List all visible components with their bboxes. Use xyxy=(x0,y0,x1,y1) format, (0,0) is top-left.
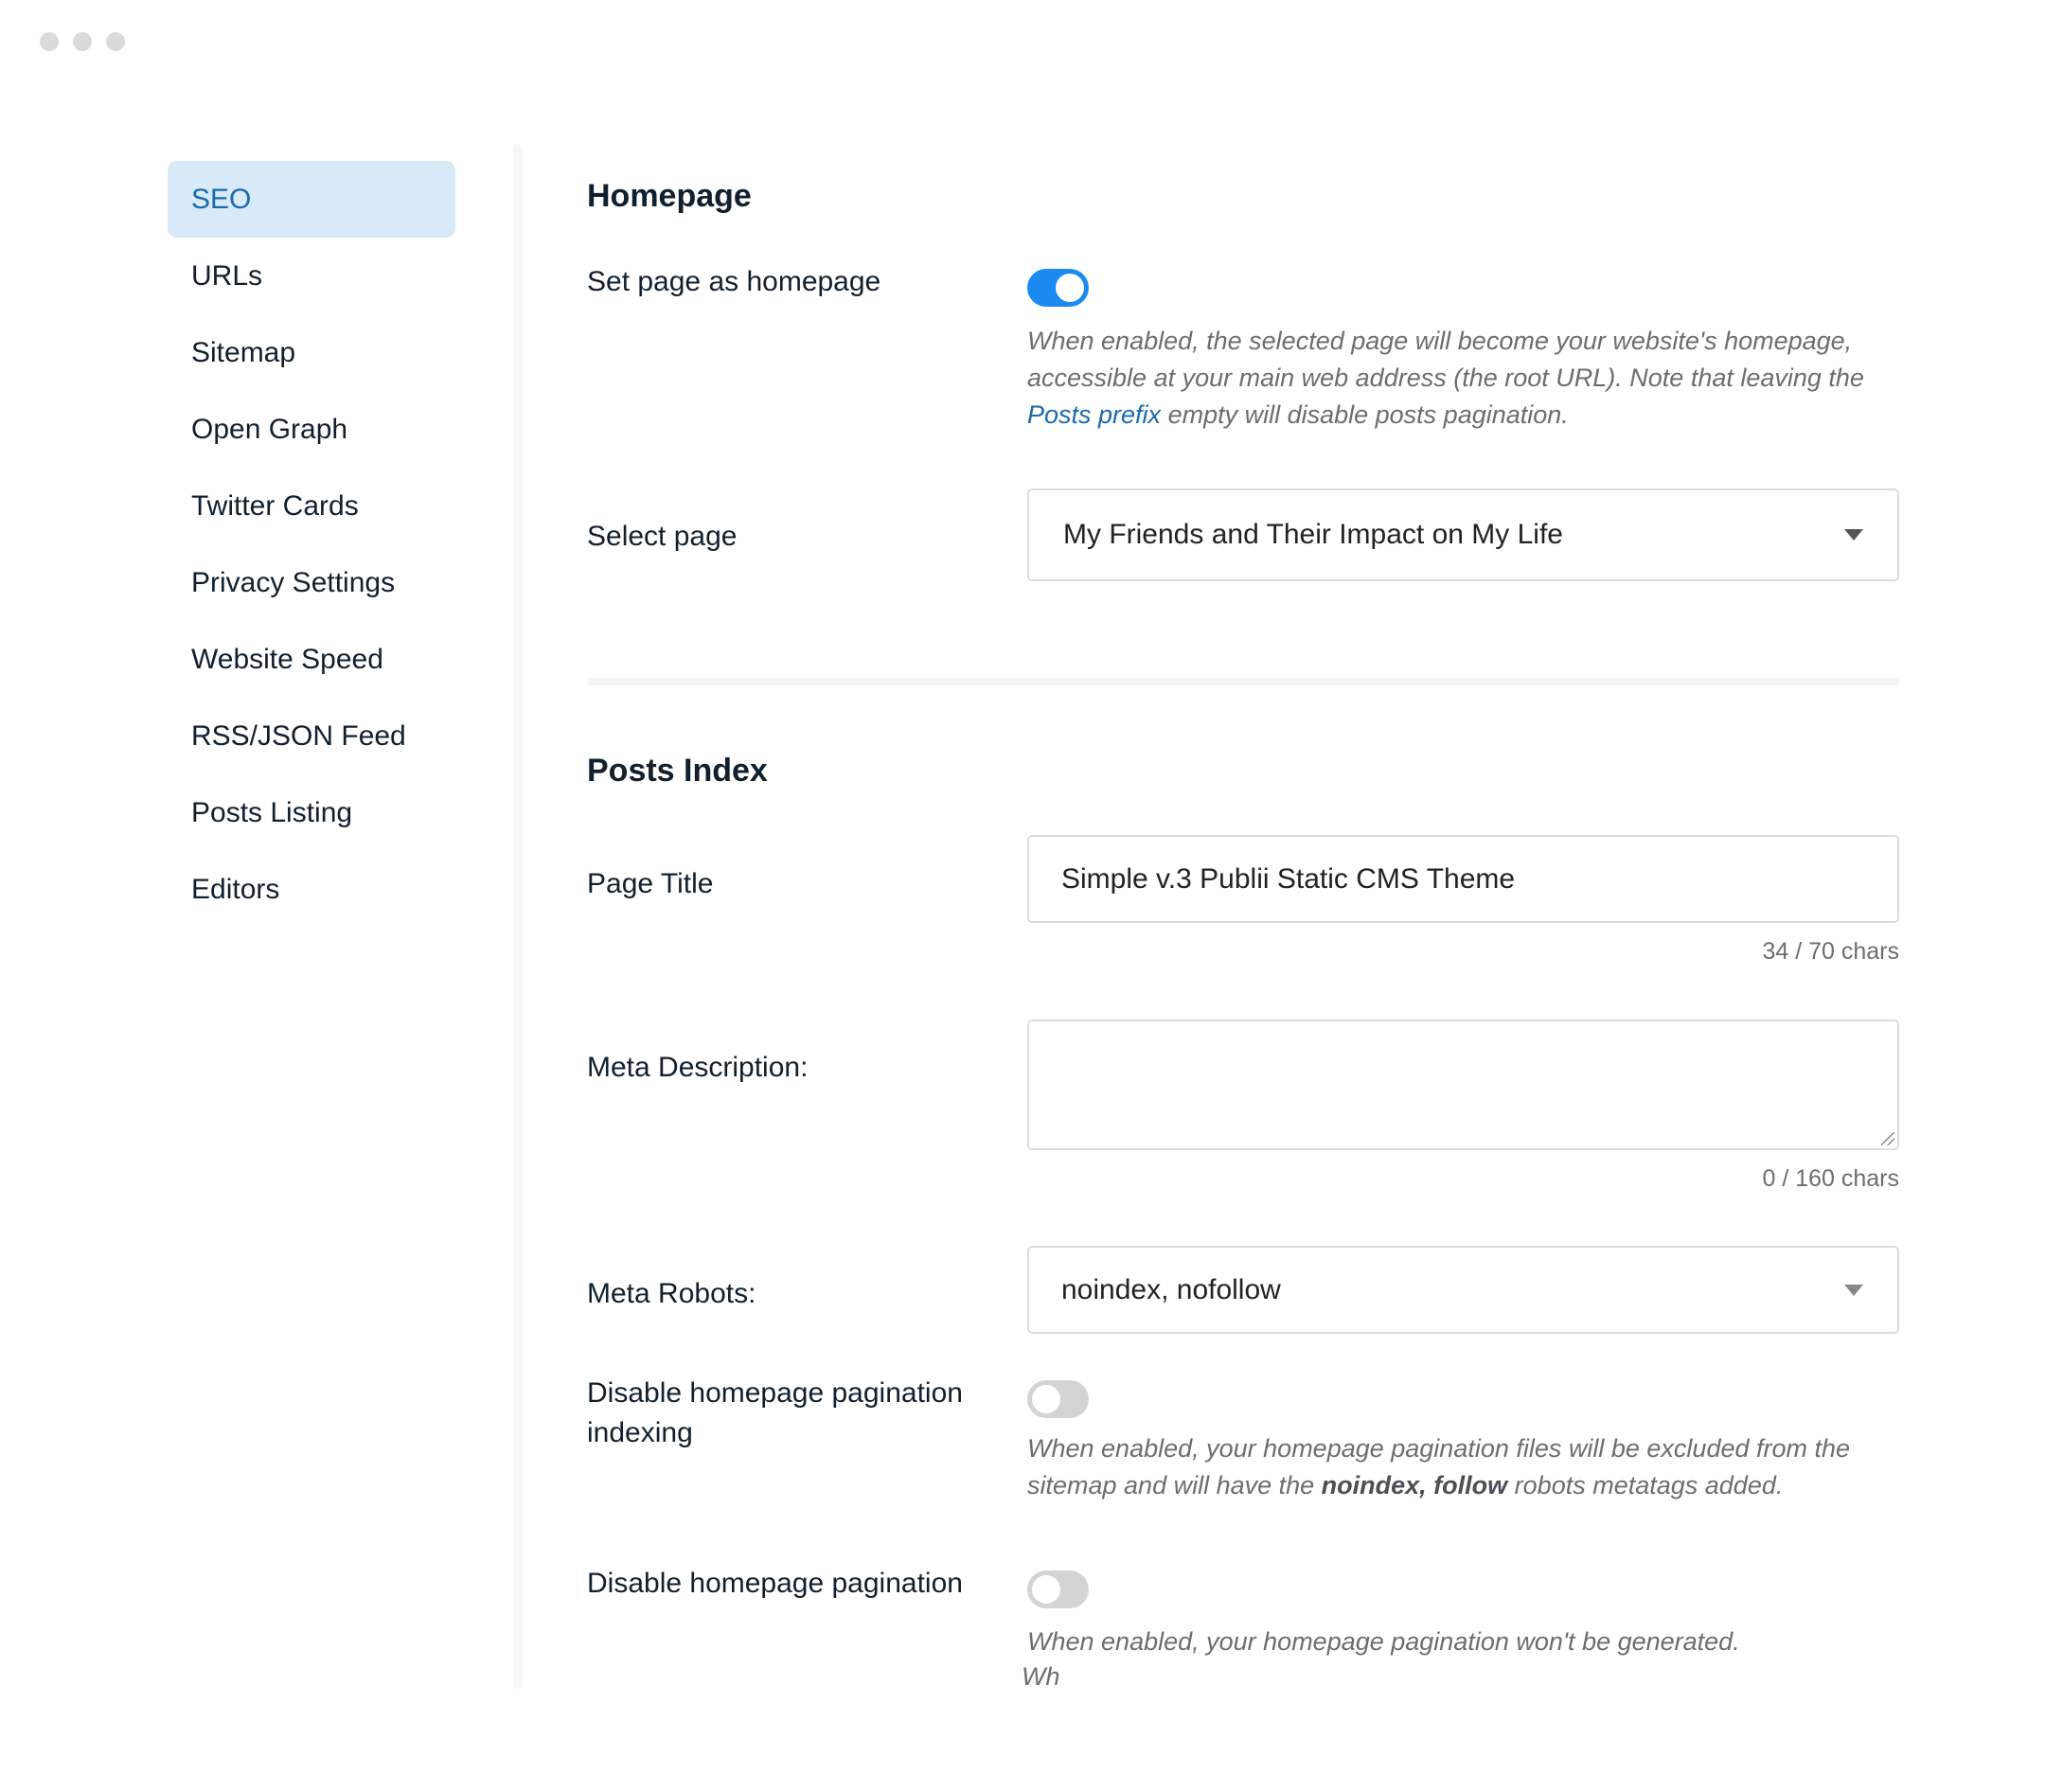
disable-pagination-toggle[interactable] xyxy=(1027,1570,1089,1608)
sidebar-item-label: SEO xyxy=(191,183,252,215)
sidebar-item-open-graph[interactable] xyxy=(168,391,455,468)
sidebar-item-privacy-settings[interactable] xyxy=(168,544,455,621)
sidebar-item-twitter-cards[interactable] xyxy=(168,468,455,544)
description-text: When enabled, your homepage pagination files will be excluded from the sitemap and will have the xyxy=(1027,1434,1851,1499)
page-title-char-counter: 34 / 70 chars xyxy=(1762,938,1899,965)
toggle-knob xyxy=(1032,1385,1060,1413)
sidebar-item-label: Twitter Cards xyxy=(191,489,359,522)
sidebar-item-label: Privacy Settings xyxy=(191,566,396,598)
sidebar-item-editors[interactable] xyxy=(168,851,455,928)
window-maximize-button[interactable] xyxy=(106,32,125,51)
settings-sidebar xyxy=(168,161,455,928)
description-text: robots metatags added. xyxy=(1507,1471,1784,1499)
disable-pagination-indexing-description xyxy=(1027,1430,1899,1504)
meta-robots-label: Meta Robots: xyxy=(587,1278,756,1309)
sidebar-item-website-speed[interactable] xyxy=(168,621,455,698)
page-title-value: Simple v.3 Publii Static CMS Theme xyxy=(1061,862,1516,895)
toggle-knob xyxy=(1056,274,1084,302)
sidebar-item-label: URLs xyxy=(191,259,263,292)
select-page-value: My Friends and Their Impact on My Life xyxy=(1063,519,1563,550)
toggle-knob xyxy=(1032,1575,1060,1604)
description-bold-text: noindex, follow xyxy=(1321,1471,1508,1499)
select-page-dropdown[interactable] xyxy=(1027,488,1899,581)
resize-handle-icon[interactable] xyxy=(1881,1132,1894,1145)
sidebar-divider xyxy=(513,144,523,1689)
window-minimize-button[interactable] xyxy=(73,32,92,51)
posts-prefix-link[interactable]: Posts prefix xyxy=(1027,400,1162,429)
sidebar-item-urls[interactable] xyxy=(168,238,455,314)
homepage-section-heading: Homepage xyxy=(587,178,752,214)
posts-index-section-heading: Posts Index xyxy=(587,753,768,789)
sidebar-item-seo[interactable] xyxy=(168,161,455,238)
label-line: indexing xyxy=(587,1417,693,1448)
section-separator xyxy=(587,678,1899,685)
chevron-down-icon xyxy=(1844,1285,1863,1296)
meta-robots-value: noindex, nofollow xyxy=(1061,1273,1281,1305)
meta-description-label: Meta Description: xyxy=(587,1052,809,1083)
sidebar-item-label: Open Graph xyxy=(191,413,348,445)
description-text: When enabled, the selected page will become your website's homepage, accessible at your main web address (the root URL). Note that leaving the xyxy=(1027,327,1864,392)
sidebar-item-label: RSS/JSON Feed xyxy=(191,719,406,752)
window-close-button[interactable] xyxy=(40,32,59,51)
set-homepage-control xyxy=(1027,269,1899,434)
sidebar-item-label: Website Speed xyxy=(191,643,383,675)
description-text: empty will disable posts pagination. xyxy=(1161,400,1569,429)
disable-pagination-indexing-toggle[interactable] xyxy=(1027,1380,1089,1418)
set-homepage-toggle[interactable] xyxy=(1027,269,1089,307)
disable-pagination-label: Disable homepage pagination xyxy=(587,1568,963,1599)
label-line: Disable homepage pagination xyxy=(587,1377,963,1409)
sidebar-item-label: Editors xyxy=(191,873,280,905)
sidebar-item-rss-json-feed[interactable] xyxy=(168,698,455,774)
page-title-input[interactable] xyxy=(1027,835,1899,923)
sidebar-item-label: Sitemap xyxy=(191,336,296,368)
meta-robots-dropdown[interactable] xyxy=(1027,1246,1899,1334)
page-title-label: Page Title xyxy=(587,868,714,899)
sidebar-item-sitemap[interactable] xyxy=(168,314,455,391)
truncated-description: Wh xyxy=(1022,1662,1060,1691)
set-homepage-description xyxy=(1027,323,1879,434)
disable-pagination-description: When enabled, your homepage pagination won't be generated. xyxy=(1027,1627,1740,1656)
meta-description-textarea[interactable] xyxy=(1027,1020,1899,1150)
chevron-down-icon xyxy=(1844,529,1863,541)
select-page-label: Select page xyxy=(587,521,738,552)
set-homepage-label: Set page as homepage xyxy=(587,266,881,297)
sidebar-item-label: Posts Listing xyxy=(191,796,353,828)
window-controls xyxy=(40,32,125,51)
disable-pagination-indexing-label xyxy=(587,1374,963,1453)
sidebar-item-posts-listing[interactable] xyxy=(168,774,455,851)
meta-description-char-counter: 0 / 160 chars xyxy=(1762,1165,1899,1192)
